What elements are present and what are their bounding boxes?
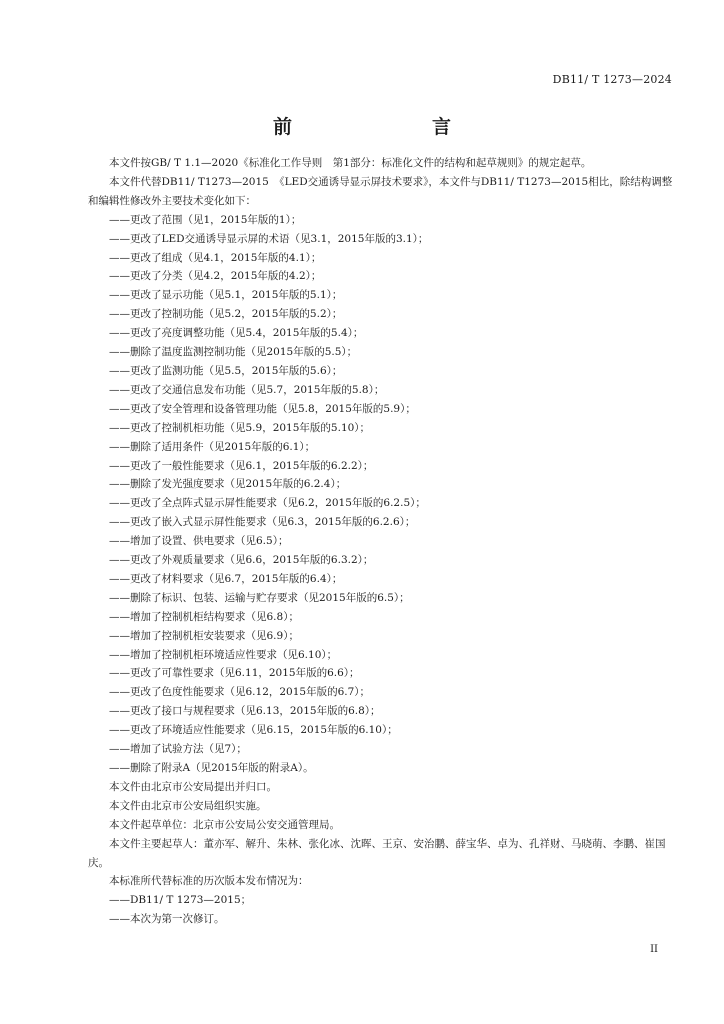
change-item: ——删除了发光强度要求（见2015年版的6.2.4）； (109, 478, 347, 491)
change-item: ——删除了标识、包装、运输与贮存要求（见2015年版的6.5）； (109, 591, 410, 604)
change-item: ——删除了适用条件（见2015年版的6.1）； (109, 440, 316, 453)
change-item: ——删除了附录A（见2015年版的附录A）。 (109, 762, 314, 774)
document-body (88, 154, 680, 929)
history-heading: 本标准所代替标准的历次版本发布情况为： (109, 875, 309, 888)
change-item: ——更改了范围（见1，2015年版的1）； (109, 213, 302, 226)
intro-replacement-note: 本文件代替DB11/ T1273—2015 《LED交通诱导显示屏技术要求》，本文件与DB11/ T1273—2015相比，除结构调整和编辑性修改外主要技术变化如下： (88, 175, 673, 207)
change-item: ——更改了安全管理和设备管理功能（见5.8，2015年版的5.9）； (109, 402, 416, 415)
change-item: ——更改了LED交通诱导显示屏的术语（见3.1，2015年版的3.1）； (109, 232, 429, 245)
change-item: ——增加了试验方法（见7）； (109, 743, 247, 756)
change-item: ——更改了全点阵式显示屏性能要求（见6.2，2015年版的6.2.5）； (109, 497, 426, 510)
drafters-statement: 本文件主要起草人：董亦军、解升、朱林、张化冰、沈晖、王京、安治鹏、薛宝华、卓为、孔祥财、马晓萌、李鹏、崔国庆。 (88, 837, 666, 869)
change-item: ——更改了可靠性要求（见6.11，2015年版的6.6）； (109, 667, 360, 680)
change-item: ——增加了控制机柜结构要求（见6.8）； (109, 610, 299, 623)
proposer-statement: 本文件由北京市公安局提出并归口。 (109, 780, 277, 793)
standard-code-header: DB11/ T 1273—2024 (552, 73, 672, 86)
change-item: ——更改了显示功能（见5.1，2015年版的5.1）； (109, 289, 343, 302)
change-item: ——更改了色度性能要求（见6.12，2015年版的6.7）； (109, 686, 371, 699)
changes-list (88, 211, 680, 778)
implementer-statement: 本文件由北京市公安局组织实施。 (109, 799, 267, 812)
change-item: ——更改了嵌入式显示屏性能要求（见6.3，2015年版的6.2.6）； (109, 516, 416, 529)
change-item: ——更改了环境适应性能要求（见6.15，2015年版的6.10）； (109, 724, 398, 737)
change-item: ——更改了交通信息发布功能（见5.7，2015年版的5.8）； (109, 383, 385, 396)
change-item: ——增加了控制机柜环境适应性要求（见6.10）； (109, 648, 338, 661)
change-item: ——更改了控制功能（见5.2，2015年版的5.2）； (109, 308, 343, 321)
change-item: ——更改了外观质量要求（见6.6，2015年版的6.3.2）； (109, 554, 374, 567)
page-number: II (650, 944, 658, 955)
page-title: 前 言 (272, 116, 485, 138)
change-item: ——更改了分类（见4.2，2015年版的4.2）； (109, 270, 322, 283)
change-item: ——增加了控制机柜安装要求（见6.9）； (109, 629, 299, 642)
history-item: ——DB11/ T 1273—2015； (109, 894, 252, 907)
change-item: ——增加了设置、供电要求（见6.5）； (109, 535, 289, 548)
change-item: ——删除了温度监测控制功能（见2015年版的5.5）； (109, 346, 358, 359)
history-item: ——本次为第一次修订。 (109, 913, 225, 926)
change-item: ——更改了控制机柜功能（见5.9，2015年版的5.10）； (109, 421, 371, 434)
change-item: ——更改了组成（见4.1，2015年版的4.1）； (109, 251, 322, 264)
change-item: ——更改了亮度调整功能（见5.4，2015年版的5.4）； (109, 327, 364, 340)
intro-drafting-rule: 本文件按GB/ T 1.1—2020《标准化工作导则 第1部分：标准化文件的结构和起草规则》的规定起草。 (109, 157, 592, 169)
change-item: ——更改了一般性能要求（见6.1，2015年版的6.2.2）； (109, 459, 374, 472)
drafting-unit-statement: 本文件起草单位：北京市公安局公安交通管理局。 (109, 818, 340, 831)
change-item: ——更改了监测功能（见5.5，2015年版的5.6）； (109, 364, 343, 377)
change-item: ——更改了接口与规程要求（见6.13，2015年版的6.8）； (109, 705, 381, 718)
change-item: ——更改了材料要求（见6.7，2015年版的6.4）； (109, 572, 343, 585)
